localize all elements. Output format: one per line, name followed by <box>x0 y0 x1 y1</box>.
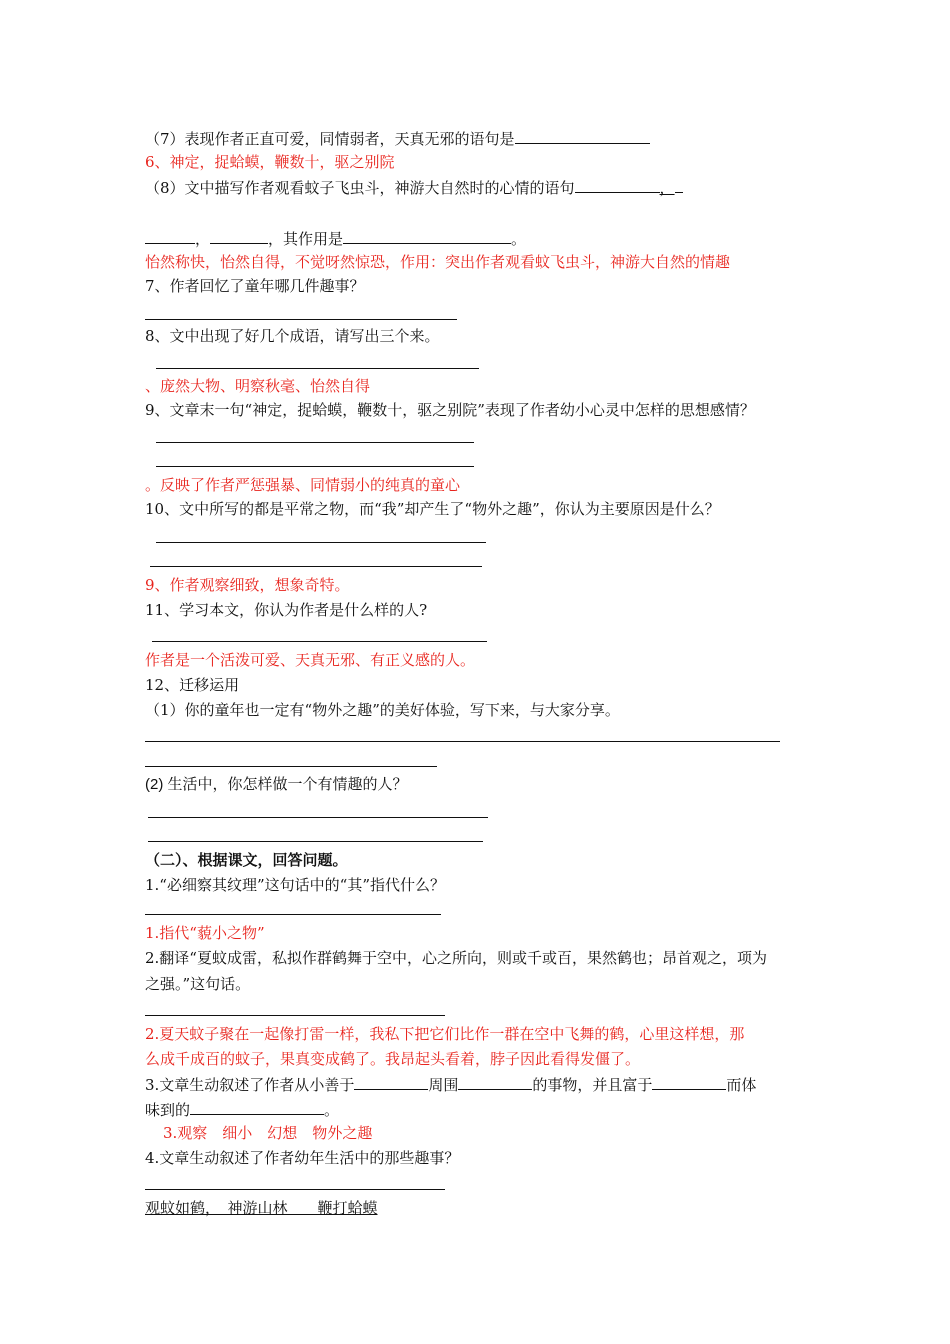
answer-mood: 怡然称快，怡然自得，不觉呀然惊恐，作用：突出作者观看蚊飞虫斗，神游大自然的情趣 <box>145 253 731 271</box>
comma: ， <box>195 230 211 248</box>
answer-line[interactable] <box>156 368 479 369</box>
answer-blank[interactable] <box>354 1074 428 1090</box>
question-text: 而体 <box>726 1076 757 1094</box>
answer-8: 、庞然大物、明察秋毫、怡然自得 <box>145 377 371 395</box>
answer-line[interactable] <box>148 817 488 818</box>
s2-question-4: 4.文章生动叙述了作者幼年生活中的那些趣事？ <box>145 1149 460 1167</box>
answer-9: 。反映了作者严惩强暴、同情弱小的纯真的童心 <box>145 476 461 494</box>
answer-blank[interactable] <box>575 177 660 193</box>
period: 。 <box>324 1101 340 1119</box>
answer-blank[interactable] <box>343 228 511 244</box>
answer-line[interactable] <box>150 566 482 567</box>
answer-line[interactable] <box>156 442 474 443</box>
answer-blank[interactable] <box>675 177 683 193</box>
question-text: （8）文中描写作者观看蚊子飞虫斗，神游大自然时的心情的语句 <box>145 179 575 197</box>
answer-10: 9、作者观察细致，想象奇特。 <box>145 576 350 594</box>
question-text: 味到的 <box>145 1101 191 1119</box>
answer-line[interactable] <box>145 1015 445 1016</box>
question-12-1: （1）你的童年也一定有“物外之趣”的美好体验，写下来，与大家分享。 <box>145 701 620 719</box>
question-7-7 <box>145 128 650 149</box>
question-text: 的事物，并且富于 <box>532 1076 653 1094</box>
question-11: 11、学习本文，你认为作者是什么样的人? <box>145 601 428 619</box>
answer-blank[interactable] <box>458 1074 532 1090</box>
answer-line[interactable] <box>148 841 483 842</box>
s2-answer-3: 3.观察 细小 幻想 物外之趣 <box>163 1124 373 1142</box>
answer-blank[interactable] <box>145 228 195 244</box>
question-9: 9、文章末一句“神定，捉蛤蟆，鞭数十，驱之别院”表现了作者幼小心灵中怎样的思想感情？ <box>145 401 755 419</box>
s2-answer-4: 观蚊如鹤， 神游山林 鞭打蛤蟆 <box>145 1199 378 1217</box>
question-7-8-continued <box>145 228 526 249</box>
s2-question-3-line1 <box>145 1074 756 1095</box>
question-text: ，其作用是 <box>268 230 344 248</box>
question-8: 8、文中出现了好几个成语，请写出三个来。 <box>145 327 440 345</box>
answer-line[interactable] <box>145 319 457 320</box>
answer-blank[interactable] <box>210 228 268 244</box>
answer-blank[interactable] <box>515 128 650 144</box>
answer-line[interactable] <box>145 914 441 915</box>
question-7: 7、作者回忆了童年哪几件趣事？ <box>145 277 365 295</box>
s2-question-1: 1.“必细察其纹理”这句话中的“其”指代什么？ <box>145 876 445 894</box>
answer-11: 作者是一个活泼可爱、天真无邪、有正义感的人。 <box>145 651 476 669</box>
question-12: 12、迁移运用 <box>145 676 240 694</box>
answer-line[interactable] <box>156 466 474 467</box>
question-10: 10、文中所写的都是平常之物，而“我”却产生了“物外之趣”，你认为主要原因是什么？ <box>145 500 720 518</box>
answer-6: 6、神定，捉蛤蟆，鞭数十，驱之别院 <box>145 153 395 171</box>
s2-answer-2-line2: 么成千成百的蚊子，果真变成鹤了。我昂起头看着，脖子因此看得发僵了。 <box>145 1050 641 1068</box>
s2-question-2-line1: 2.翻译“夏蚊成雷，私拟作群鹤舞于空中，心之所向，则或千或百，果然鹤也；昂首观之，项为 <box>145 949 767 967</box>
question-text: 周围 <box>428 1076 459 1094</box>
answer-line[interactable] <box>145 766 437 767</box>
answer-line[interactable] <box>156 542 486 543</box>
answer-line[interactable] <box>145 741 780 742</box>
s2-question-3-line2 <box>145 1099 339 1120</box>
answer-line[interactable] <box>145 1189 445 1190</box>
answer-blank[interactable] <box>190 1099 324 1115</box>
answer-line[interactable] <box>152 641 487 642</box>
s2-answer-1: 1.指代“藐小之物” <box>145 924 265 942</box>
comma: ， <box>659 179 675 197</box>
period: 。 <box>511 230 527 248</box>
question-text: （7）表现作者正直可爱，同情弱者，天真无邪的语句是 <box>145 130 515 148</box>
question-text: 3.文章生动叙述了作者从小善于 <box>145 1076 355 1094</box>
question-12-2: (2) 生活中，你怎样做一个有情趣的人？ <box>145 776 408 793</box>
section-2-title: （二）、根据课文，回答问题。 <box>145 851 348 869</box>
answer-blank[interactable] <box>652 1074 726 1090</box>
s2-question-2-line2: 之强。”这句话。 <box>145 975 251 993</box>
s2-answer-2-line1: 2.夏天蚊子聚在一起像打雷一样，我私下把它们比作一群在空中飞舞的鹤，心里这样想，那 <box>145 1025 745 1043</box>
question-7-8 <box>145 177 683 198</box>
